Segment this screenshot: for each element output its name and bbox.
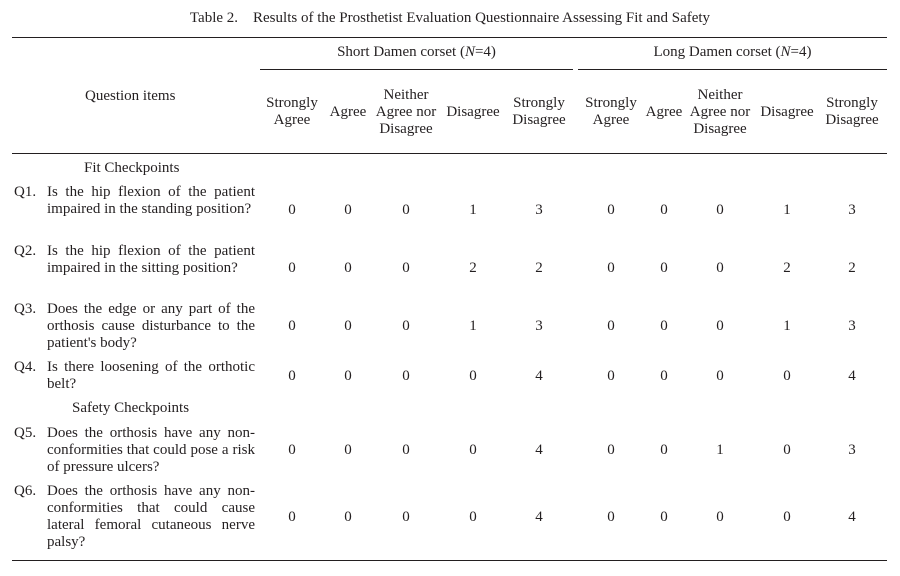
cell-q5-long-strongly-disagree: 3 <box>848 442 856 458</box>
cell-q2-short-strongly-disagree: 2 <box>535 260 543 276</box>
top-rule <box>12 37 887 38</box>
cell-q1-long-strongly-agree: 0 <box>607 202 615 218</box>
cell-q5-short-strongly-agree: 0 <box>288 442 296 458</box>
cell-q3-short-strongly-disagree: 3 <box>535 318 543 334</box>
cell-q3-short-agree: 0 <box>344 318 352 334</box>
cell-q3-long-neither: 0 <box>716 318 724 334</box>
cell-q4-long-strongly-agree: 0 <box>607 368 615 384</box>
cell-q4-short-agree: 0 <box>344 368 352 384</box>
cell-q2-short-strongly-agree: 0 <box>288 260 296 276</box>
cell-q6-long-strongly-agree: 0 <box>607 509 615 525</box>
cell-q5-short-neither: 0 <box>402 442 410 458</box>
fit-checkpoints-heading: Fit Checkpoints <box>84 160 180 176</box>
col-header-long-strongly-agree: Strongly Agree <box>585 95 637 128</box>
cell-q6-short-strongly-disagree: 4 <box>535 509 543 525</box>
question-number-q1: Q1. <box>14 184 37 200</box>
long-group-n: N <box>780 44 791 60</box>
cell-q4-long-agree: 0 <box>660 368 668 384</box>
cell-q2-short-neither: 0 <box>402 260 410 276</box>
cell-q2-long-neither: 0 <box>716 260 724 276</box>
cell-q3-short-strongly-agree: 0 <box>288 318 296 334</box>
cell-q5-long-disagree: 0 <box>783 442 791 458</box>
bottom-rule <box>12 560 887 561</box>
header-rule <box>12 153 887 154</box>
cell-q5-short-agree: 0 <box>344 442 352 458</box>
question-text-q6: Does the orthosis have any non-conformities that could cause lateral femoral cutaneous nerve palsy? <box>47 483 255 550</box>
col-header-short-disagree: Disagree <box>446 103 500 120</box>
cell-q6-long-neither: 0 <box>716 509 724 525</box>
cell-q5-long-agree: 0 <box>660 442 668 458</box>
cell-q4-short-neither: 0 <box>402 368 410 384</box>
cell-q4-long-disagree: 0 <box>783 368 791 384</box>
question-number-q3: Q3. <box>14 301 37 317</box>
question-number-q6: Q6. <box>14 483 37 499</box>
question-text-q3: Does the edge or any part of the orthosis cause disturbance to the patient's body? <box>47 301 255 351</box>
col-header-long-disagree: Disagree <box>760 103 814 120</box>
cell-q3-long-disagree: 1 <box>783 318 791 334</box>
cell-q4-long-strongly-disagree: 4 <box>848 368 856 384</box>
cell-q2-short-agree: 0 <box>344 260 352 276</box>
cell-q3-long-strongly-disagree: 3 <box>848 318 856 334</box>
cell-q2-long-strongly-agree: 0 <box>607 260 615 276</box>
cell-q5-short-strongly-disagree: 4 <box>535 442 543 458</box>
cell-q1-short-strongly-disagree: 3 <box>535 202 543 218</box>
cell-q1-short-strongly-agree: 0 <box>288 202 296 218</box>
cell-q6-long-strongly-disagree: 4 <box>848 509 856 525</box>
cell-q2-long-agree: 0 <box>660 260 668 276</box>
cell-q6-short-neither: 0 <box>402 509 410 525</box>
question-items-header: Question items <box>85 88 176 104</box>
long-group-post: =4) <box>790 44 812 60</box>
cell-q2-long-strongly-disagree: 2 <box>848 260 856 276</box>
cell-q1-long-strongly-disagree: 3 <box>848 202 856 218</box>
long-group-rule <box>578 69 887 70</box>
cell-q5-long-strongly-agree: 0 <box>607 442 615 458</box>
col-header-short-strongly-disagree: Strongly Disagree <box>512 95 566 128</box>
short-corset-group-header <box>260 44 573 61</box>
cell-q1-short-disagree: 1 <box>469 202 477 218</box>
question-text-q4: Is there loosening of the orthotic belt? <box>47 359 255 392</box>
question-number-q4: Q4. <box>14 359 37 375</box>
cell-q3-short-disagree: 1 <box>469 318 477 334</box>
long-corset-group-header <box>578 44 887 61</box>
col-header-short-neither: Neither Agree nor Disagree <box>375 86 437 137</box>
short-group-post: =4) <box>474 44 496 60</box>
cell-q4-short-disagree: 0 <box>469 368 477 384</box>
question-number-q5: Q5. <box>14 425 37 441</box>
cell-q5-long-neither: 1 <box>716 442 724 458</box>
cell-q6-long-agree: 0 <box>660 509 668 525</box>
cell-q4-short-strongly-agree: 0 <box>288 368 296 384</box>
table-caption: Table 2. Results of the Prosthetist Evaluation Questionnaire Assessing Fit and Safety <box>189 10 711 26</box>
col-header-short-agree: Agree <box>329 103 367 120</box>
short-group-n: N <box>464 44 475 60</box>
cell-q6-short-strongly-agree: 0 <box>288 509 296 525</box>
cell-q5-short-disagree: 0 <box>469 442 477 458</box>
question-number-q2: Q2. <box>14 243 37 259</box>
cell-q2-long-disagree: 2 <box>783 260 791 276</box>
long-group-pre: Long Damen corset ( <box>653 44 781 60</box>
cell-q2-short-disagree: 2 <box>469 260 477 276</box>
short-group-pre: Short Damen corset ( <box>337 44 465 60</box>
cell-q6-short-agree: 0 <box>344 509 352 525</box>
cell-q1-short-neither: 0 <box>402 202 410 218</box>
cell-q3-long-strongly-agree: 0 <box>607 318 615 334</box>
cell-q1-short-agree: 0 <box>344 202 352 218</box>
cell-q1-long-neither: 0 <box>716 202 724 218</box>
cell-q6-short-disagree: 0 <box>469 509 477 525</box>
cell-q1-long-disagree: 1 <box>783 202 791 218</box>
col-header-long-agree: Agree <box>645 103 683 120</box>
safety-checkpoints-heading: Safety Checkpoints <box>72 400 190 416</box>
short-group-rule <box>260 69 573 70</box>
cell-q4-short-strongly-disagree: 4 <box>535 368 543 384</box>
col-header-long-strongly-disagree: Strongly Disagree <box>825 95 879 128</box>
col-header-short-strongly-agree: Strongly Agree <box>266 95 318 128</box>
cell-q6-long-disagree: 0 <box>783 509 791 525</box>
question-text-q2: Is the hip flexion of the patient impaired in the sitting position? <box>47 243 255 276</box>
question-text-q1: Is the hip flexion of the patient impaired in the standing position? <box>47 184 255 217</box>
cell-q3-short-neither: 0 <box>402 318 410 334</box>
cell-q4-long-neither: 0 <box>716 368 724 384</box>
cell-q3-long-agree: 0 <box>660 318 668 334</box>
col-header-long-neither: Neither Agree nor Disagree <box>689 86 751 137</box>
question-text-q5: Does the orthosis have any non-conformities that could pose a risk of pressure ulcers? <box>47 425 255 475</box>
cell-q1-long-agree: 0 <box>660 202 668 218</box>
